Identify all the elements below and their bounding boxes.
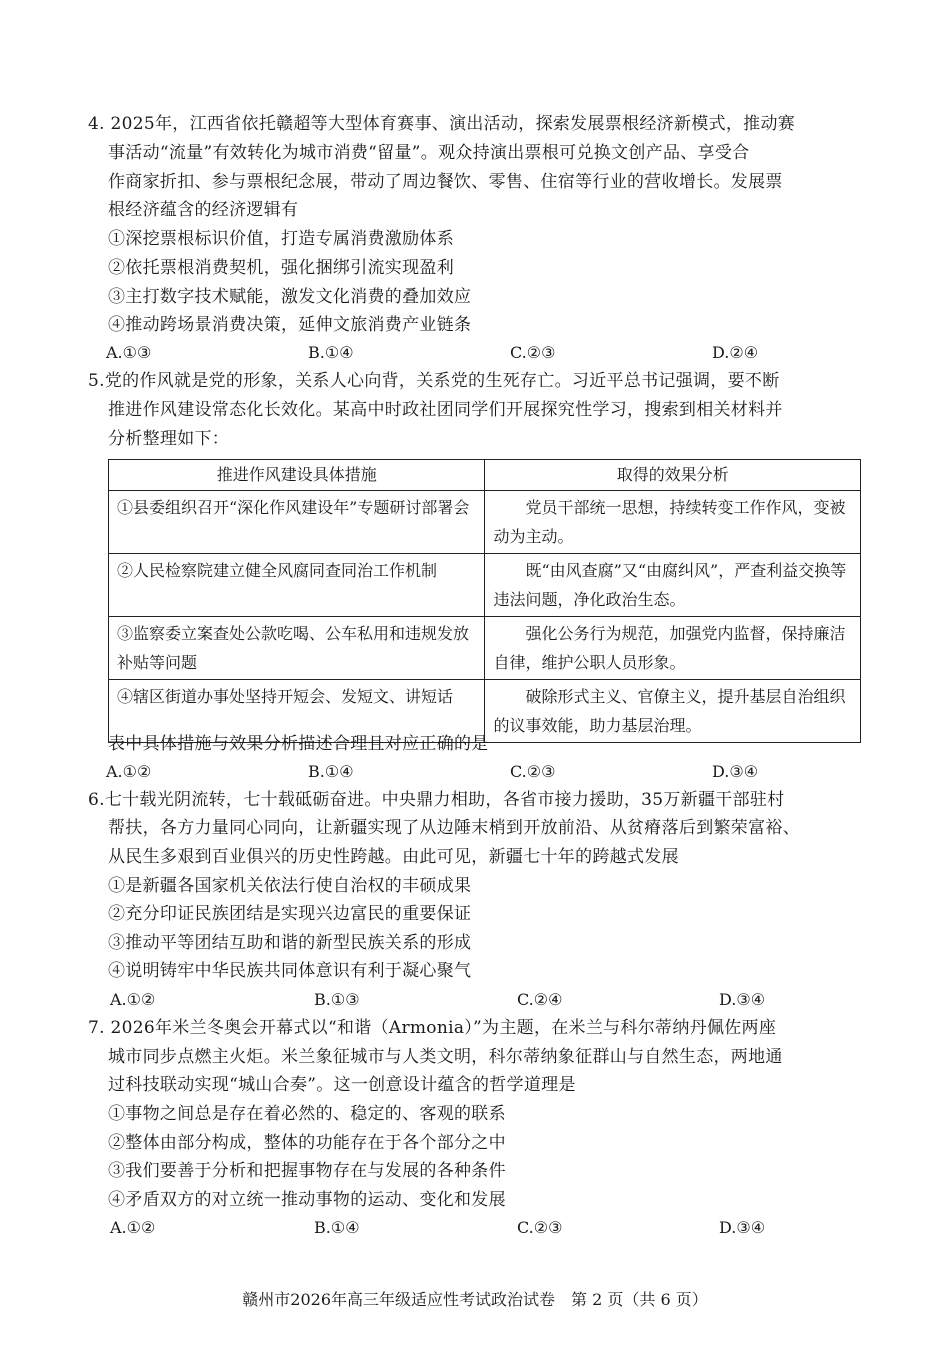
table-cell-effect: 既“由风查腐”又“由腐纠风”，严查利益交换等违法问题，净化政治生态。: [485, 554, 861, 617]
q4-stem-line-1: 4. 2025年，江西省依托赣超等大型体育赛事、演出活动，探索发展票根经济新模式，推动赛: [88, 114, 796, 134]
q5-stem-line-2: 推进作风建设常态化长效化。某高中时政社团同学们开展探究性学习，搜索到相关材料并: [108, 400, 783, 420]
table-row: [109, 554, 861, 617]
table-cell-effect: 强化公务行为规范，加强党内监督，保持廉洁自律，维护公职人员形象。: [485, 617, 861, 680]
q5-stem-line-3: 分析整理如下：: [108, 429, 230, 449]
q6-item-2: ②充分印证民族团结是实现兴边富民的重要保证: [108, 904, 472, 924]
q5-answer-d: D.③④: [712, 762, 759, 781]
q4-answer-a: A.①③: [106, 343, 152, 362]
table-cell-measure: ③监察委立案查处公款吃喝、公车私用和违规发放补贴等问题: [109, 617, 485, 680]
q7-answer-d: D.③④: [719, 1218, 766, 1237]
q4-answer-b: B.①④: [308, 343, 354, 362]
q4-item-1: ①深挖票根标识价值，打造专属消费激励体系: [108, 229, 454, 249]
q6-answer-c: C.②④: [517, 990, 563, 1009]
q5-stem-end: 表中具体措施与效果分析描述合理且对应正确的是: [108, 734, 489, 754]
q7-answer-b: B.①④: [314, 1218, 360, 1237]
q7-stem-line-3: 过科技联动实现“城山合奏”。这一创意设计蕴含的哲学道理是: [108, 1075, 576, 1095]
q6-stem-line-1: 6.七十载光阴流转，七十载砥砺奋进。中央鼎力相助，各省市接力援助，35万新疆干部驻村: [88, 790, 785, 810]
table-cell-measure: ④辖区街道办事处坚持开短会、发短文、讲短话: [109, 680, 485, 743]
table-row: [109, 491, 861, 554]
q6-item-1: ①是新疆各国家机关依法行使自治权的丰硕成果: [108, 876, 472, 896]
page-footer: 赣州市2026年高三年级适应性考试政治试卷 第 2 页（共 6 页）: [242, 1290, 708, 1309]
q4-stem-line-3: 作商家折扣、参与票根纪念展，带动了周边餐饮、零售、住宿等行业的营收增长。发展票: [108, 172, 783, 192]
q4-stem-line-4: 根经济蕴含的经济逻辑有: [108, 200, 299, 220]
table-header-row: [109, 460, 861, 491]
measures-effects-table: [108, 459, 861, 743]
q7-item-3: ③我们要善于分析和把握事物存在与发展的各种条件: [108, 1161, 506, 1181]
q6-answer-a: A.①②: [110, 990, 156, 1009]
table-cell-measure: ②人民检察院建立健全风腐同查同治工作机制: [109, 554, 485, 617]
table-header-measures: 推进作风建设具体措施: [109, 460, 485, 491]
q6-stem-line-3: 从民生多艰到百业俱兴的历史性跨越。由此可见，新疆七十年的跨越式发展: [108, 847, 679, 867]
q7-answer-a: A.①②: [110, 1218, 156, 1237]
q5-answer-c: C.②③: [510, 762, 556, 781]
table-cell-effect: 党员干部统一思想，持续转变工作作风，变被动为主动。: [485, 491, 861, 554]
q6-stem-line-2: 帮扶，各方力量同心同向，让新疆实现了从边陲末梢到开放前沿、从贫瘠落后到繁荣富裕、: [108, 818, 800, 838]
q6-item-3: ③推动平等团结互助和谐的新型民族关系的形成: [108, 933, 472, 953]
q4-item-3: ③主打数字技术赋能，激发文化消费的叠加效应: [108, 287, 472, 307]
q4-item-4: ④推动跨场景消费决策，延伸文旅消费产业链条: [108, 315, 472, 335]
q7-item-1: ①事物之间总是存在着必然的、稳定的、客观的联系: [108, 1104, 506, 1124]
table-cell-effect: 破除形式主义、官僚主义，提升基层自治组织的议事效能，助力基层治理。: [485, 680, 861, 743]
table-header-effects: 取得的效果分析: [485, 460, 861, 491]
q4-answer-d: D.②④: [712, 343, 759, 362]
q7-item-2: ②整体由部分构成，整体的功能存在于各个部分之中: [108, 1133, 506, 1153]
q4-answer-c: C.②③: [510, 343, 556, 362]
q6-item-4: ④说明铸牢中华民族共同体意识有利于凝心聚气: [108, 961, 472, 981]
q5-answer-a: A.①②: [106, 762, 152, 781]
q4-stem-line-2: 事活动“流量”有效转化为城市消费“留量”。观众持演出票根可兑换文创产品、享受合: [108, 143, 750, 163]
q7-stem-line-1: 7. 2026年米兰冬奥会开幕式以“和谐（Armonia）”为主题，在米兰与科尔蒂纳丹佩佐两座: [88, 1018, 777, 1038]
q7-item-4: ④矛盾双方的对立统一推动事物的运动、变化和发展: [108, 1190, 506, 1210]
q5-answer-b: B.①④: [308, 762, 354, 781]
table-cell-measure: ①县委组织召开“深化作风建设年”专题研讨部署会: [109, 491, 485, 554]
q5-stem-line-1: 5.党的作风就是党的形象，关系人心向背，关系党的生死存亡。习近平总书记强调，要不断: [88, 371, 780, 391]
q6-answer-b: B.①③: [314, 990, 360, 1009]
q6-answer-d: D.③④: [719, 990, 766, 1009]
q4-item-2: ②依托票根消费契机，强化捆绑引流实现盈利: [108, 258, 454, 278]
q7-stem-line-2: 城市同步点燃主火炬。米兰象征城市与人类文明，科尔蒂纳象征群山与自然生态，两地通: [108, 1047, 783, 1067]
q7-answer-c: C.②③: [517, 1218, 563, 1237]
table-row: [109, 617, 861, 680]
